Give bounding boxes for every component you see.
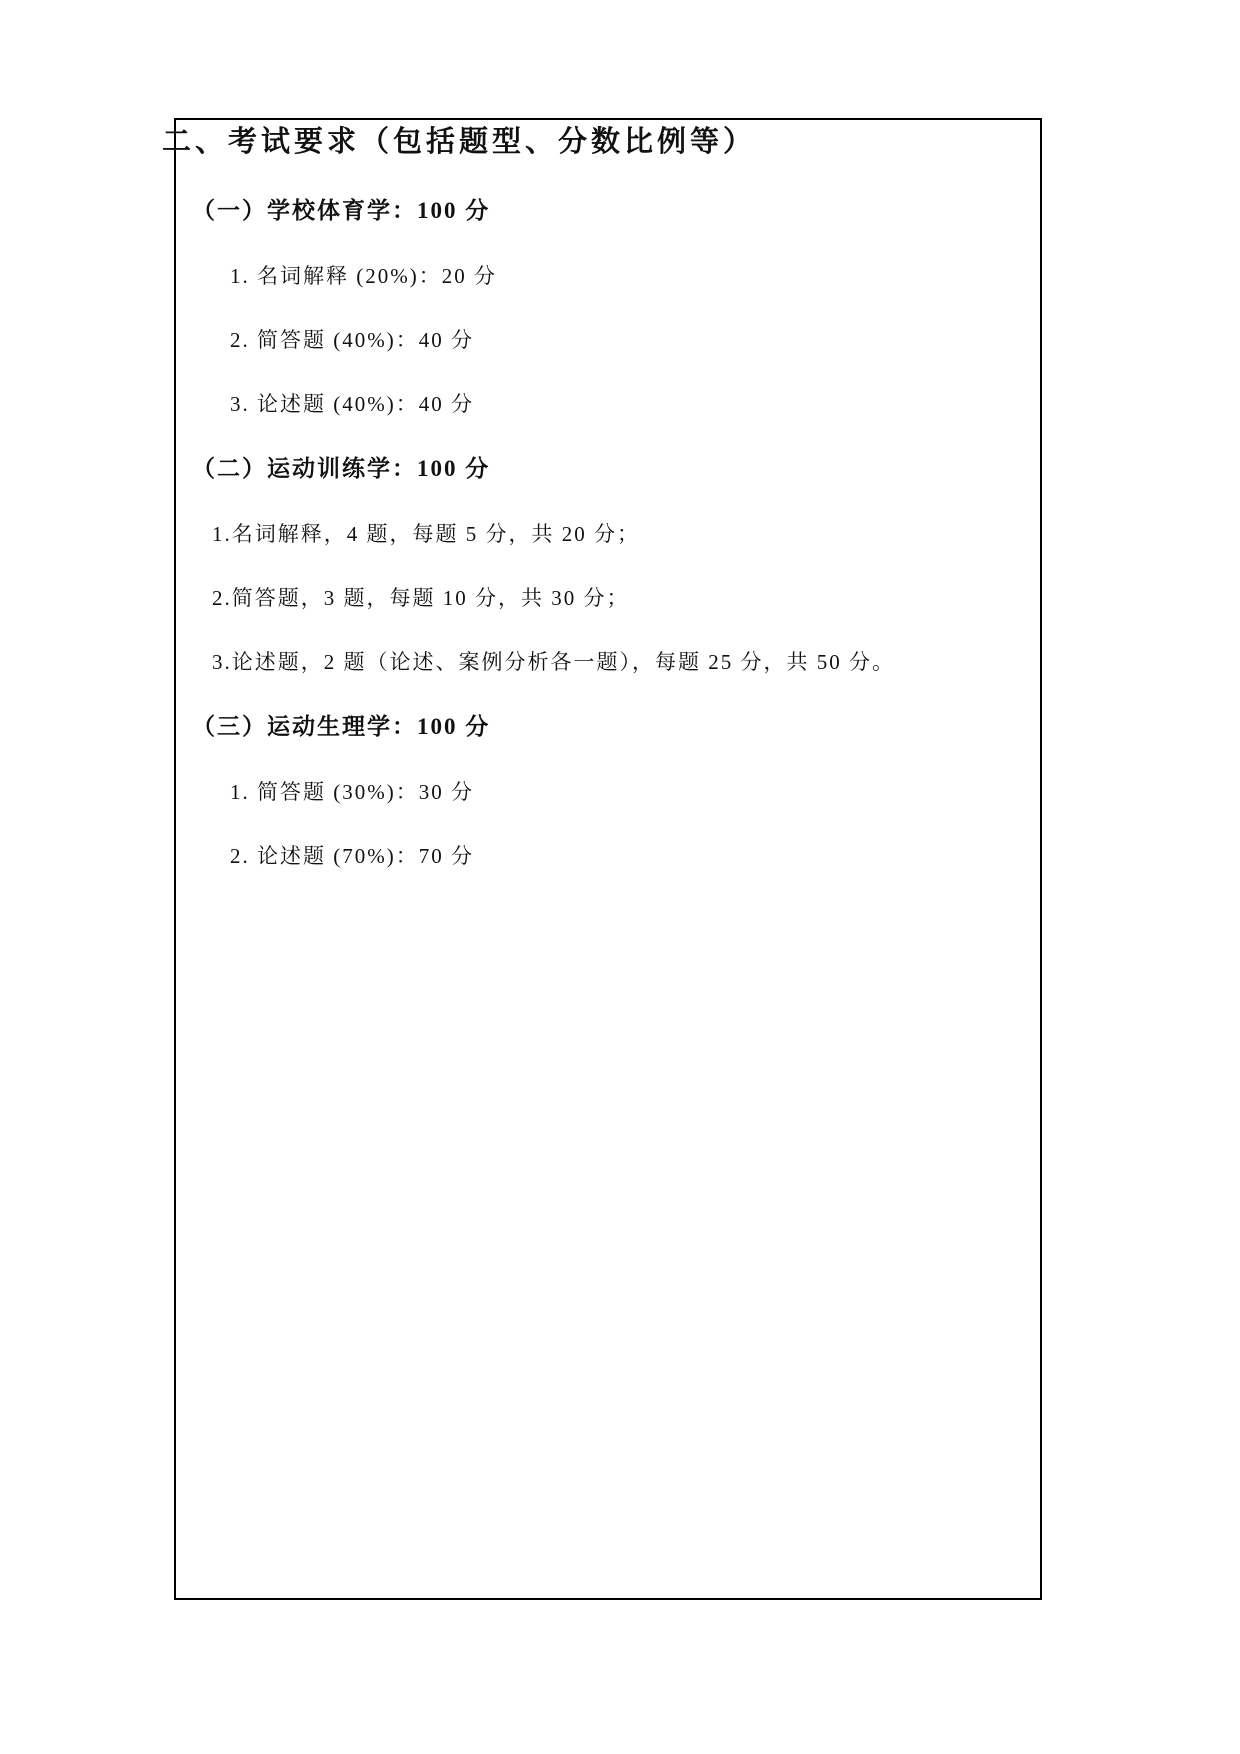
exam-item: 1.名词解释，4 题，每题 5 分，共 20 分； <box>212 522 640 546</box>
section-sports-training <box>176 454 1040 676</box>
section-sports-physiology <box>176 712 1040 870</box>
exam-item: 3.论述题，2 题（论述、案例分析各一题），每题 25 分，共 50 分。 <box>212 650 895 674</box>
exam-item: 1. 简答题 (30%)：30 分 <box>230 780 474 804</box>
page-title: 二、考试要求（包括题型、分数比例等） <box>162 126 757 158</box>
exam-item: 2. 论述题 (70%)：70 分 <box>230 844 474 868</box>
exam-item: 3. 论述题 (40%)：40 分 <box>230 392 474 416</box>
section-heading: （三）运动生理学：100 分 <box>192 714 491 739</box>
exam-item: 2.简答题，3 题，每题 10 分，共 30 分； <box>212 586 630 610</box>
section-heading: （二）运动训练学：100 分 <box>192 456 491 481</box>
section-heading: （一）学校体育学：100 分 <box>192 198 491 223</box>
exam-item: 2. 简答题 (40%)：40 分 <box>230 328 474 352</box>
content-frame <box>162 118 1042 1600</box>
exam-item: 1. 名词解释 (20%)：20 分 <box>230 264 497 288</box>
section-school-physical-education <box>176 196 1040 418</box>
